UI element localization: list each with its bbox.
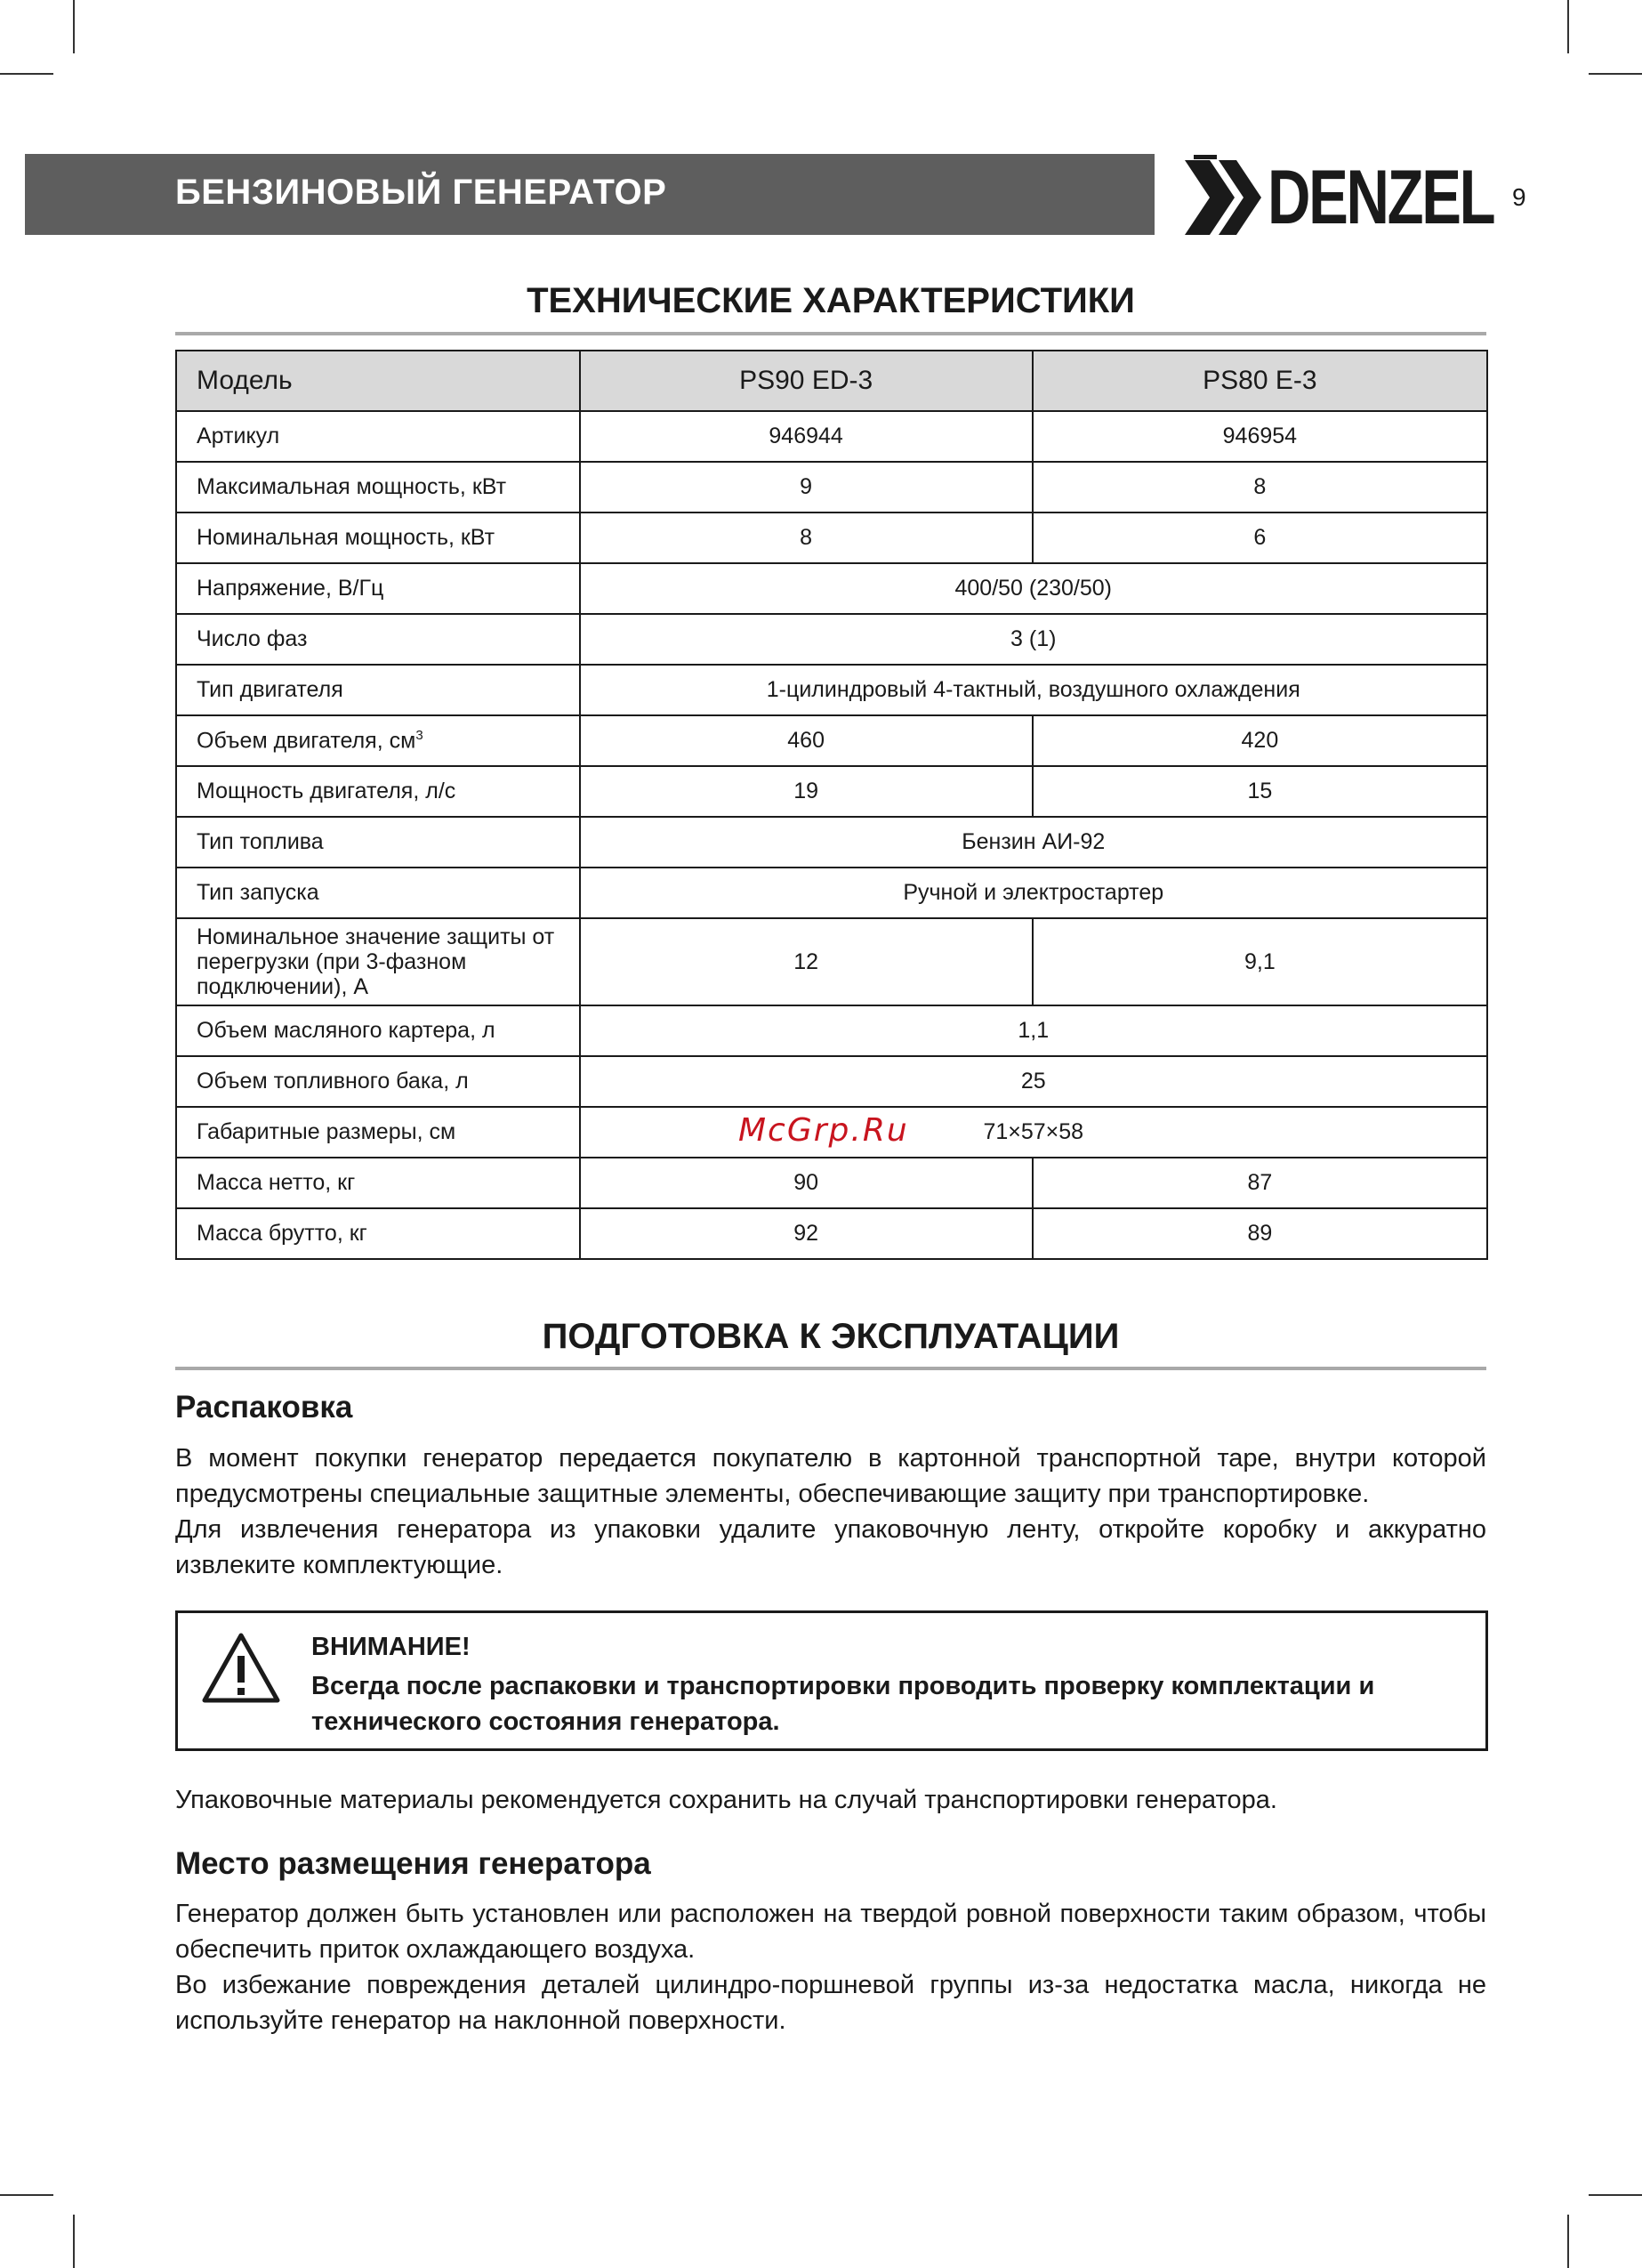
placement-paragraph-1: Генератор должен быть установлен или расположен на твердой ровной поверхности таким образом, чтобы обеспечить приток охлаждающего воздуха. <box>175 1900 1486 1964</box>
header-cell: PS90 ED-3 <box>580 351 1033 411</box>
table-row <box>176 1158 1487 1208</box>
row-label: Объем масляного картера, л <box>176 1005 580 1056</box>
after-warning-paragraph: Упаковочные материалы рекомендуется сохранить на случай транспортировки генератора. <box>175 1786 1277 1814</box>
row-label: Номинальная мощность, кВт <box>176 513 580 563</box>
prep-title: ПОДГОТОВКА К ЭКСПЛУАТАЦИИ <box>542 1317 1120 1356</box>
value-cell: 3 (1) <box>580 614 1487 665</box>
row-label: Артикул <box>176 411 580 462</box>
crop-mark <box>73 2215 75 2268</box>
row-label: Тип запуска <box>176 868 580 918</box>
value-cell: 87 <box>1033 1158 1487 1208</box>
table-row <box>176 766 1487 817</box>
row-label: Масса нетто, кг <box>176 1158 580 1208</box>
value-cell: 6 <box>1033 513 1487 563</box>
row-label: Мощность двигателя, л/с <box>176 766 580 817</box>
crop-mark <box>1589 2194 1642 2196</box>
page-number: 9 <box>1512 183 1526 211</box>
row-label: Габаритные размеры, см <box>176 1107 580 1158</box>
value-cell: 15 <box>1033 766 1487 817</box>
value-cell: 420 <box>1033 715 1487 766</box>
value-cell: Бензин АИ-92 <box>580 817 1487 868</box>
warning-text: Всегда после распаковки и транспортировки проводить проверку комплектации и технического состояния генератора. <box>311 1672 1375 1736</box>
table-row <box>176 817 1487 868</box>
crop-mark <box>0 73 53 75</box>
value-cell: 460 <box>580 715 1033 766</box>
row-label: Максимальная мощность, кВт <box>176 462 580 513</box>
value-cell: 12 <box>580 918 1033 1005</box>
table-row <box>176 665 1487 715</box>
row-label: Масса брутто, кг <box>176 1208 580 1259</box>
crop-mark <box>0 2194 53 2196</box>
placement-paragraph-2: Во избежание повреждения деталей цилиндро-поршневой группы из-за недостатка масла, никогда не используйте генератор на наклонной поверхности. <box>175 1971 1486 2035</box>
row-label: Номинальное значение защиты от перегрузки (при 3-фазном подключении), А <box>176 918 580 1005</box>
row-label: Объем топливного бака, л <box>176 1056 580 1107</box>
crop-mark <box>1589 73 1642 75</box>
value-cell: 8 <box>580 513 1033 563</box>
unpack-paragraph-2: Для извлечения генератора из упаковки удалите упаковочную ленту, откройте коробку и аккуратно извлеките комплектующие. <box>175 1515 1486 1579</box>
crop-mark <box>1567 0 1569 53</box>
value-cell: 8 <box>1033 462 1487 513</box>
table-header-row <box>176 351 1487 411</box>
value-cell: Ручной и электростартер <box>580 868 1487 918</box>
value-cell: 71×57×58 <box>580 1107 1487 1158</box>
table-row <box>176 1005 1487 1056</box>
brand-name: DENZEL <box>1268 155 1494 240</box>
value-cell: 19 <box>580 766 1033 817</box>
crop-mark <box>73 0 75 53</box>
value-cell: 1-цилиндровый 4-тактный, воздушного охлаждения <box>580 665 1487 715</box>
table-row <box>176 1208 1487 1259</box>
value-cell: 25 <box>580 1056 1487 1107</box>
warning-title: ВНИМАНИЕ! <box>311 1633 471 1661</box>
value-cell: 1,1 <box>580 1005 1487 1056</box>
table-row <box>176 868 1487 918</box>
value-cell: 89 <box>1033 1208 1487 1259</box>
table-row <box>176 513 1487 563</box>
warning-box <box>175 1610 1488 1751</box>
value-cell: 400/50 (230/50) <box>580 563 1487 614</box>
crop-mark <box>1567 2215 1569 2268</box>
table-row <box>176 411 1487 462</box>
table-row <box>176 918 1487 1005</box>
table-row <box>176 614 1487 665</box>
table-row <box>176 715 1487 766</box>
value-cell: 946954 <box>1033 411 1487 462</box>
placement-heading: Место размещения генератора <box>175 1846 651 1881</box>
table-row <box>176 563 1487 614</box>
value-cell: 9 <box>580 462 1033 513</box>
section-rule <box>175 332 1486 335</box>
header-title: БЕНЗИНОВЫЙ ГЕНЕРАТОР <box>175 173 667 212</box>
value-cell: 946944 <box>580 411 1033 462</box>
header-cell: PS80 E-3 <box>1033 351 1487 411</box>
warning-triangle-icon <box>201 1631 281 1704</box>
row-label: Тип двигателя <box>176 665 580 715</box>
superscript: 3 <box>415 727 423 743</box>
row-label: Число фаз <box>176 614 580 665</box>
table-row <box>176 1056 1487 1107</box>
value-cell: 90 <box>580 1158 1033 1208</box>
unpack-paragraph-1: В момент покупки генератор передается покупателю в картонной транспортной таре, внутри которой предусмотрены специальные защитные элементы, обеспечивающие защиту при транспортировке. <box>175 1444 1486 1508</box>
row-label: Тип топлива <box>176 817 580 868</box>
row-label <box>176 715 580 766</box>
row-label-text: Объем двигателя, см <box>197 728 416 754</box>
value-cell: 92 <box>580 1208 1033 1259</box>
table-row <box>176 462 1487 513</box>
unpack-heading: Распаковка <box>175 1390 353 1425</box>
watermark: McGrp.Ru <box>738 1112 909 1149</box>
brand-emblem-icon <box>1183 151 1265 245</box>
brand-logo <box>1183 151 1494 245</box>
row-label: Напряжение, В/Гц <box>176 563 580 614</box>
value-cell: 9,1 <box>1033 918 1487 1005</box>
specs-title: ТЕХНИЧЕСКИЕ ХАРАКТЕРИСТИКИ <box>527 281 1135 320</box>
section-rule <box>175 1367 1486 1370</box>
header-cell: Модель <box>176 351 580 411</box>
